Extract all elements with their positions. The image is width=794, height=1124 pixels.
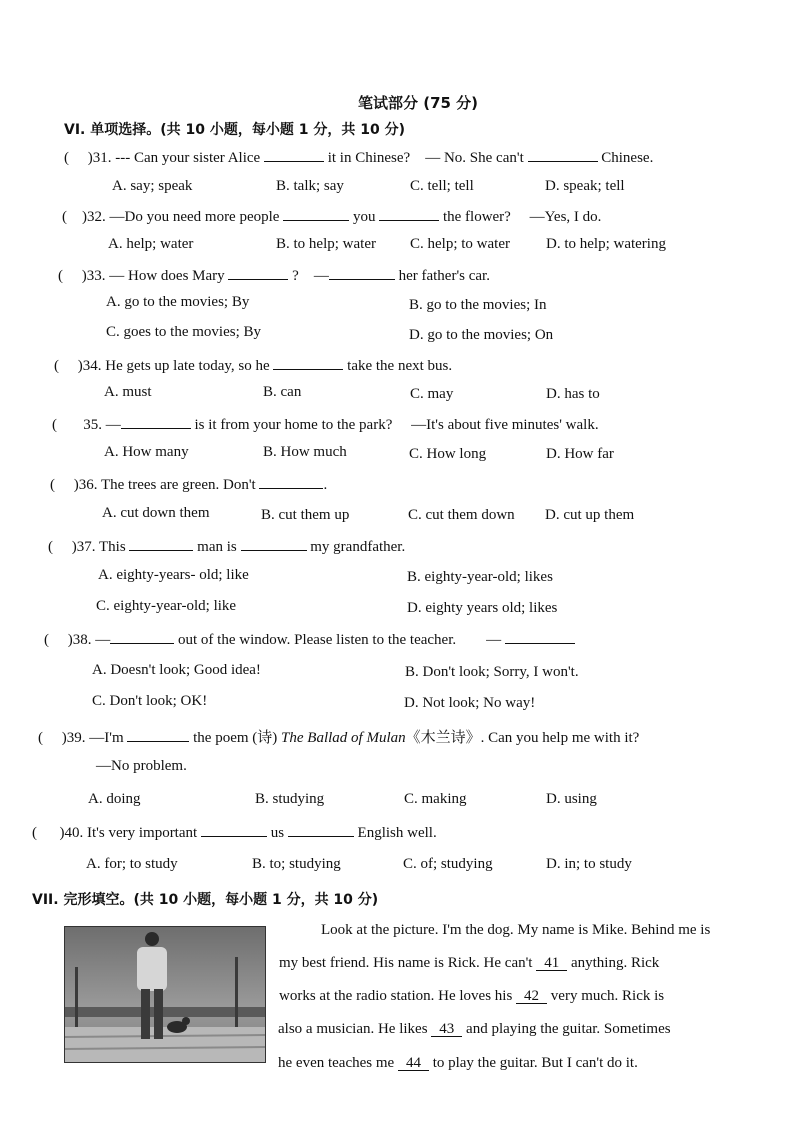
option-32-c: C. help; to water <box>410 236 510 252</box>
option-34-a: A. must <box>104 384 152 400</box>
option-35-d: D. How far <box>546 446 614 462</box>
answer-blank <box>121 415 191 429</box>
section-7-heading: VII. 完形填空。(共 10 小题，每小题 1 分，共 10 分) <box>32 892 379 908</box>
option-31-a: A. say; speak <box>112 178 193 194</box>
answer-blank <box>129 537 193 551</box>
option-40-a: A. for; to study <box>86 856 178 872</box>
option-40-b: B. to; studying <box>252 856 341 872</box>
option-31-d: D. speak; tell <box>545 178 625 194</box>
option-33-b: B. go to the movies; In <box>409 297 547 313</box>
option-40-c: C. of; studying <box>403 856 493 872</box>
question-38: ( )38. — out of the window. Please listen to the teacher. — <box>44 630 575 649</box>
option-38-b: B. Don't look; Sorry, I won't. <box>405 664 579 680</box>
answer-blank <box>228 266 288 280</box>
answer-blank <box>528 148 598 162</box>
option-31-c: C. tell; tell <box>410 178 474 194</box>
option-38-c: C. Don't look; OK! <box>92 693 208 709</box>
question-39-reply: —No problem. <box>96 758 187 774</box>
photo-illustration <box>65 927 265 1062</box>
answer-blank <box>379 207 439 221</box>
option-39-b: B. studying <box>255 791 325 807</box>
option-33-d: D. go to the movies; On <box>409 327 554 343</box>
answer-blank <box>273 356 343 370</box>
option-33-a: A. go to the movies; By <box>106 294 250 310</box>
option-39-c: C. making <box>404 791 467 807</box>
passage-line-2: my best friend. His name is Rick. He can't 41 anything. Rick <box>279 955 660 971</box>
option-40-d: D. in; to study <box>546 856 632 872</box>
answer-blank <box>264 148 324 162</box>
answer-blank <box>241 537 307 551</box>
page-title: 笔试部分 (75 分) <box>358 94 479 112</box>
question-33: ( )33. — How does Mary ? — her father's car. <box>58 268 490 284</box>
option-36-c: C. cut them down <box>408 507 515 523</box>
option-39-d: D. using <box>546 791 597 807</box>
answer-blank <box>329 266 395 280</box>
option-38-a: A. Doesn't look; Good idea! <box>92 662 261 678</box>
option-32-b: B. to help; water <box>276 236 376 252</box>
blank-42: 42 <box>516 989 547 1004</box>
question-34: ( )34. He gets up late today, so he take the next bus. <box>54 358 453 374</box>
answer-blank <box>201 823 267 837</box>
answer-blank <box>505 630 575 644</box>
passage-line-3: works at the radio station. He loves his 42 very much. Rick is <box>279 988 665 1004</box>
passage-line-5: he even teaches me 44 to play the guitar. But I can't do it. <box>278 1055 638 1071</box>
passage-line-1: Look at the picture. I'm the dog. My name is Mike. Behind me is <box>321 922 711 938</box>
answer-blank <box>288 823 354 837</box>
option-34-b: B. can <box>263 384 302 400</box>
option-36-d: D. cut up them <box>545 507 635 523</box>
option-36-b: B. cut them up <box>261 507 350 523</box>
blank-44: 44 <box>398 1056 429 1071</box>
passage-line-4: also a musician. He likes 43 and playing the guitar. Sometimes <box>278 1021 671 1037</box>
blank-43: 43 <box>431 1022 462 1037</box>
question-31: ( )31. --- Can your sister Alice it in Chinese? — No. She can't Chinese. <box>64 150 654 166</box>
blank-41: 41 <box>536 956 567 971</box>
option-34-d: D. has to <box>546 386 600 402</box>
option-37-d: D. eighty years old; likes <box>407 600 558 616</box>
question-40: ( )40. It's very important us English well. <box>32 825 437 841</box>
option-34-c: C. may <box>410 386 454 402</box>
question-35: ( 35. — is it from your home to the park? —It's about five minutes' walk. <box>52 417 599 433</box>
answer-blank <box>110 630 174 644</box>
option-35-a: A. How many <box>104 444 189 460</box>
option-35-c: C. How long <box>409 446 487 462</box>
option-37-a: A. eighty-years- old; like <box>98 567 249 583</box>
option-36-a: A. cut down them <box>102 505 210 521</box>
option-37-c: C. eighty-year-old; like <box>96 598 237 614</box>
option-33-c: C. goes to the movies; By <box>106 324 261 340</box>
option-35-b: B. How much <box>263 444 347 460</box>
option-31-b: B. talk; say <box>276 178 344 194</box>
answer-blank <box>283 207 349 221</box>
option-32-d: D. to help; watering <box>546 236 666 252</box>
question-32: ( )32. —Do you need more people you the flower? —Yes, I do. <box>62 209 602 225</box>
section-6-heading: VI. 单项选择。(共 10 小题，每小题 1 分，共 10 分) <box>64 122 405 138</box>
answer-blank <box>259 475 323 489</box>
passage-photo <box>64 926 266 1063</box>
option-38-d: D. Not look; No way! <box>404 695 536 711</box>
option-32-a: A. help; water <box>108 236 194 252</box>
question-37: ( )37. This man is my grandfather. <box>48 539 406 555</box>
question-39: ( )39. —I'm the poem (诗) The Ballad of Mulan《木兰诗》. Can you help me with it? <box>38 730 640 746</box>
answer-blank <box>127 728 189 742</box>
question-36: ( )36. The trees are green. Don't . <box>50 477 328 493</box>
option-39-a: A. doing <box>88 791 141 807</box>
option-37-b: B. eighty-year-old; likes <box>407 569 553 585</box>
